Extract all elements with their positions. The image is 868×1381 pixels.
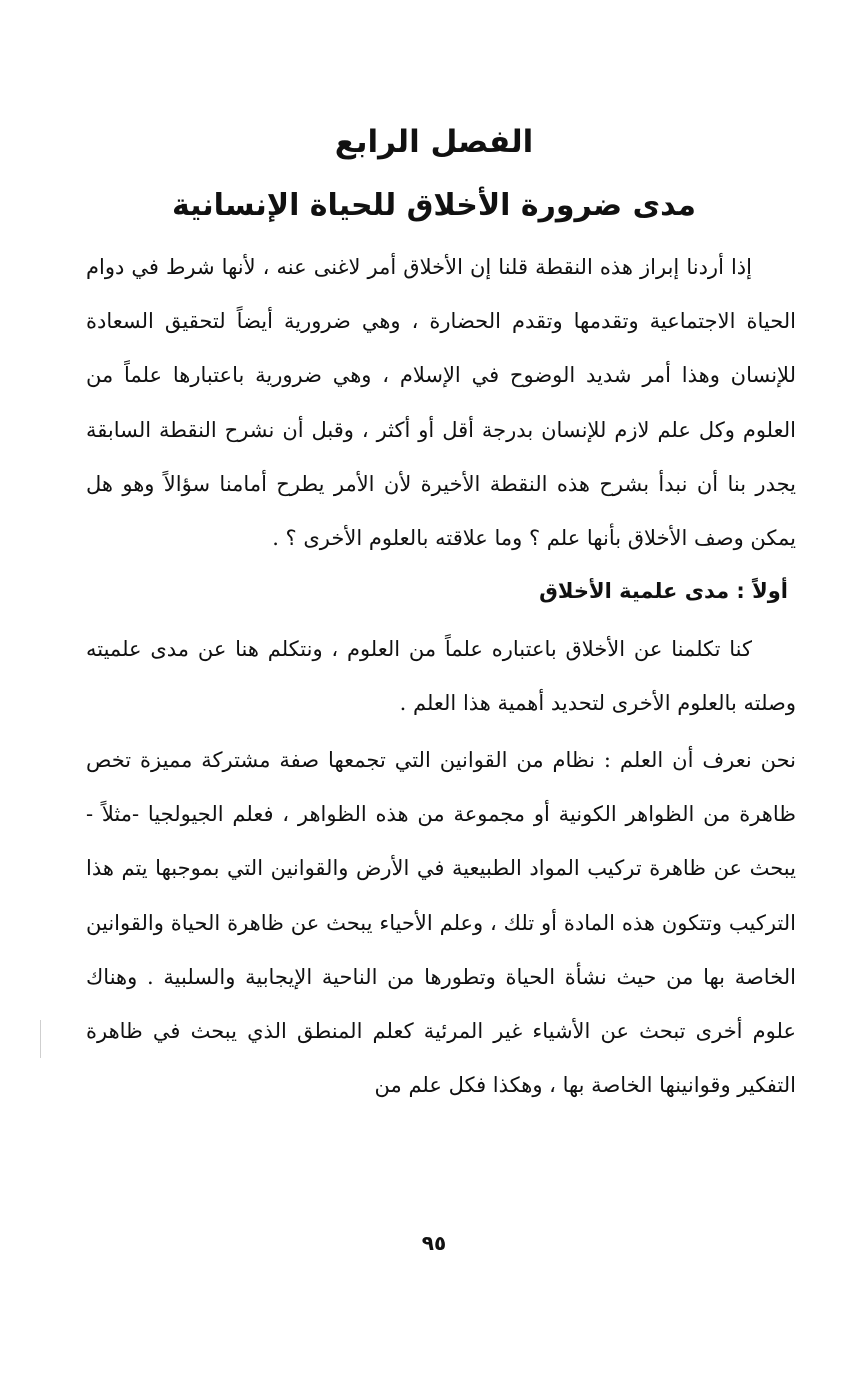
chapter-title: الفصل الرابع	[334, 124, 534, 160]
scan-margin-mark	[40, 1020, 41, 1058]
third-paragraph: نحن نعرف أن العلم : نظام من القوانين التي تجمعها صفة مشتركة مميزة تخص ظاهرة من الظواهر الكونية أو مجموعة من هذه الظواهر ، فعلم الجيولجيا -مثلاً - يبحث عن ظاهرة تركيب المواد الطبيعية في الأرض والقوانين التي بموجبها يتم هذا التركيب وتتكون هذه المادة أو تلك ، وعلم الأحياء يبحث عن ظاهرة الحياة والقوانين الخاصة بها من حيث نشأة الحياة وتطورها من الناحية الإيجابية والسلبية . وهناك علوم أخرى تبحث عن الأشياء غير المرئية كعلم المنطق الذي يبحث في ظاهرة التفكير وقوانينها الخاصة بها ، وهكذا فكل علم من	[86, 748, 796, 1098]
page-number: ٩٥	[421, 1231, 447, 1255]
chapter-subtitle: مدى ضرورة الأخلاق للحياة الإنسانية	[171, 188, 697, 223]
section-heading: أولاً : مدى علمية الأخلاق	[539, 579, 788, 603]
second-paragraph: كنا تكلمنا عن الأخلاق باعتباره علماً من العلوم ، ونتكلم هنا عن مدى علميته وصلته بالعلوم الأخرى لتحديد أهمية هذا العلم .	[86, 637, 796, 716]
intro-paragraph: إذا أردنا إبراز هذه النقطة قلنا إن الأخلاق أمر لاغنى عنه ، لأنها شرط في دوام الحياة الاجتماعية وتقدمها وتقدم الحضارة ، وهي ضرورية أيضاً لتحقيق السعادة للإنسان وهذا أمر شديد الوضوح في الإسلام ، وهي ضرورية باعتبارها علماً من العلوم وكل علم لازم للإنسان بدرجة أقل أو أكثر ، وقبل أن نشرح النقطة السابقة يجدر بنا أن نبدأ بشرح هذه النقطة الأخيرة لأن الأمر يطرح أمامنا سؤالاً وهو هل يمكن وصف الأخلاق بأنها علم ؟ وما علاقته بالعلوم الأخرى ؟ .	[86, 255, 796, 551]
